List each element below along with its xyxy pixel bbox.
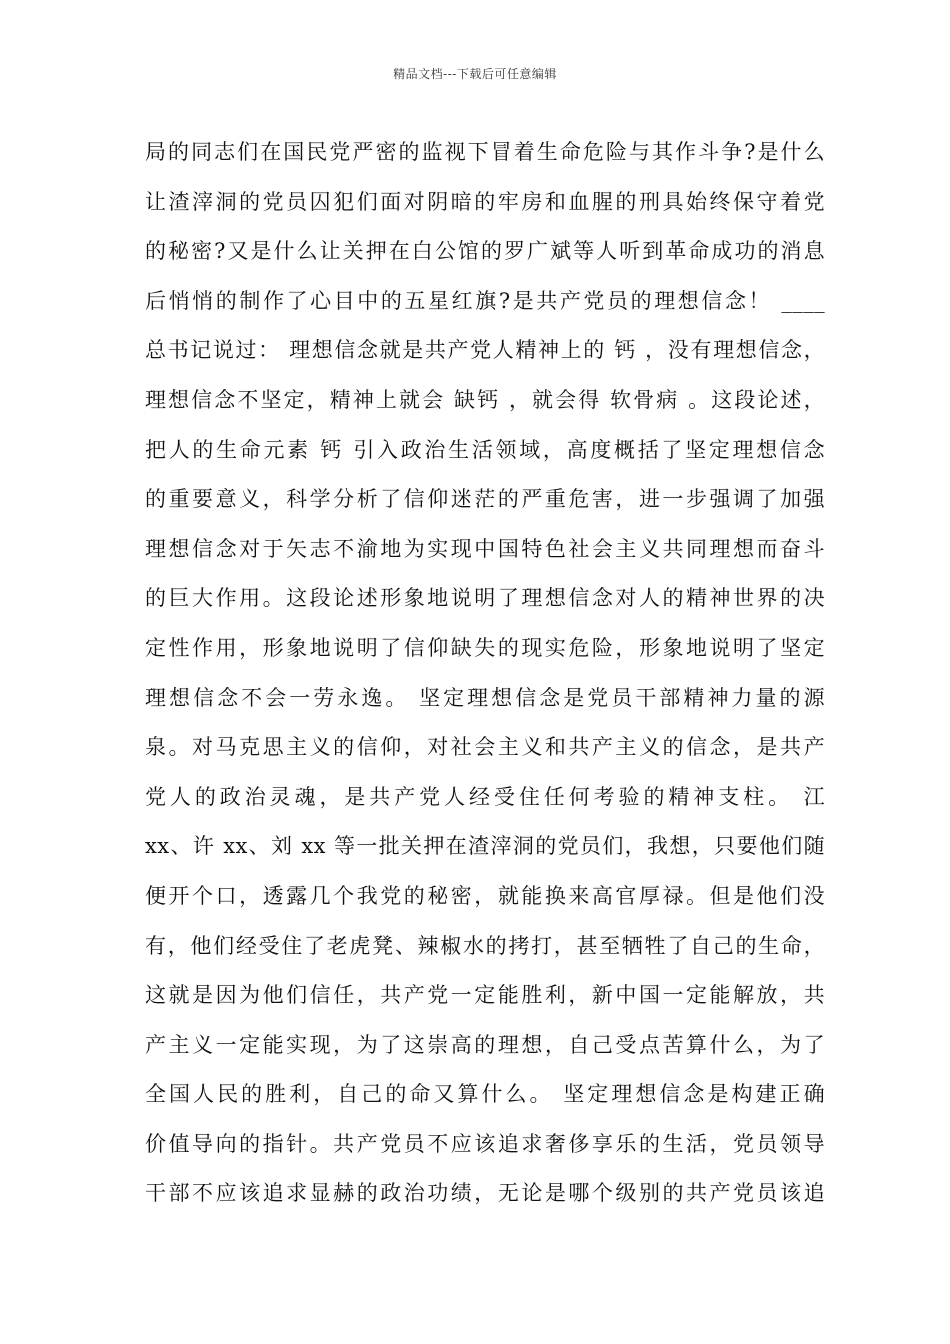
text-line: 全国人民的胜利，自己的命又算什么。 坚定理想信念是构建正确 [145,1082,825,1107]
text-line: 的重要意义，科学分析了信仰迷茫的严重危害，进一步强调了加强 [145,487,825,512]
document-body [145,128,825,1219]
text-line: 理想信念不会一劳永逸。 坚定理想信念是党员干部精神力量的源 [145,685,825,710]
text-line: 这就是因为他们信任，共产党一定能胜利，新中国一定能解放，共 [145,983,825,1008]
page-header: 精品文档---下载后可任意编辑 [393,67,557,81]
text-line: 便开个口，透露几个我党的秘密，就能换来高官厚禄。但是他们没 [145,883,825,908]
text-line: 总书记说过： 理想信念就是共产党人精神上的 钙 ，没有理想信念， [145,338,825,363]
text-line: 理想信念不坚定，精神上就会 缺钙 ，就会得 软骨病 。这段论述， [145,387,825,412]
text-line: 有，他们经受住了老虎凳、辣椒水的拷打，甚至牺牲了自己的生命， [145,933,825,958]
text-line: 价值导向的指针。共产党员不应该追求奢侈享乐的生活，党员领导 [145,1131,825,1156]
text-line: 干部不应该追求显赫的政治功绩，无论是哪个级别的共产党员该追 [145,1181,825,1206]
text-line: 的巨大作用。这段论述形象地说明了理想信念对人的精神世界的决 [145,586,825,611]
text-line: 党人的政治灵魂，是共产党人经受住任何考验的精神支柱。 江 [145,784,825,809]
text-line: 的秘密?又是什么让关押在白公馆的罗广斌等人听到革命成功的消息 [145,239,825,264]
text-line: 让渣滓洞的党员囚犯们面对阴暗的牢房和血腥的刑具始终保守着党 [145,189,825,214]
text-line: 泉。对马克思主义的信仰，对社会主义和共产主义的信念，是共产 [145,735,825,760]
text-line: 后悄悄的制作了心目中的五星红旗?是共产党员的理想信念！ ____ [145,288,825,313]
text-line: 把人的生命元素 钙 引入政治生活领域，高度概括了坚定理想信念 [145,437,825,462]
text-line: xx、许 xx、刘 xx 等一批关押在渣滓洞的党员们，我想，只要他们随 [145,834,825,859]
text-line: 定性作用，形象地说明了信仰缺失的现实危险，形象地说明了坚定 [145,635,825,660]
text-line: 理想信念对于矢志不渝地为实现中国特色社会主义共同理想而奋斗 [145,536,825,561]
text-line: 局的同志们在国民党严密的监视下冒着生命危险与其作斗争?是什么 [145,140,825,164]
text-line: 产主义一定能实现，为了这崇高的理想，自己受点苦算什么，为了 [145,1032,825,1057]
